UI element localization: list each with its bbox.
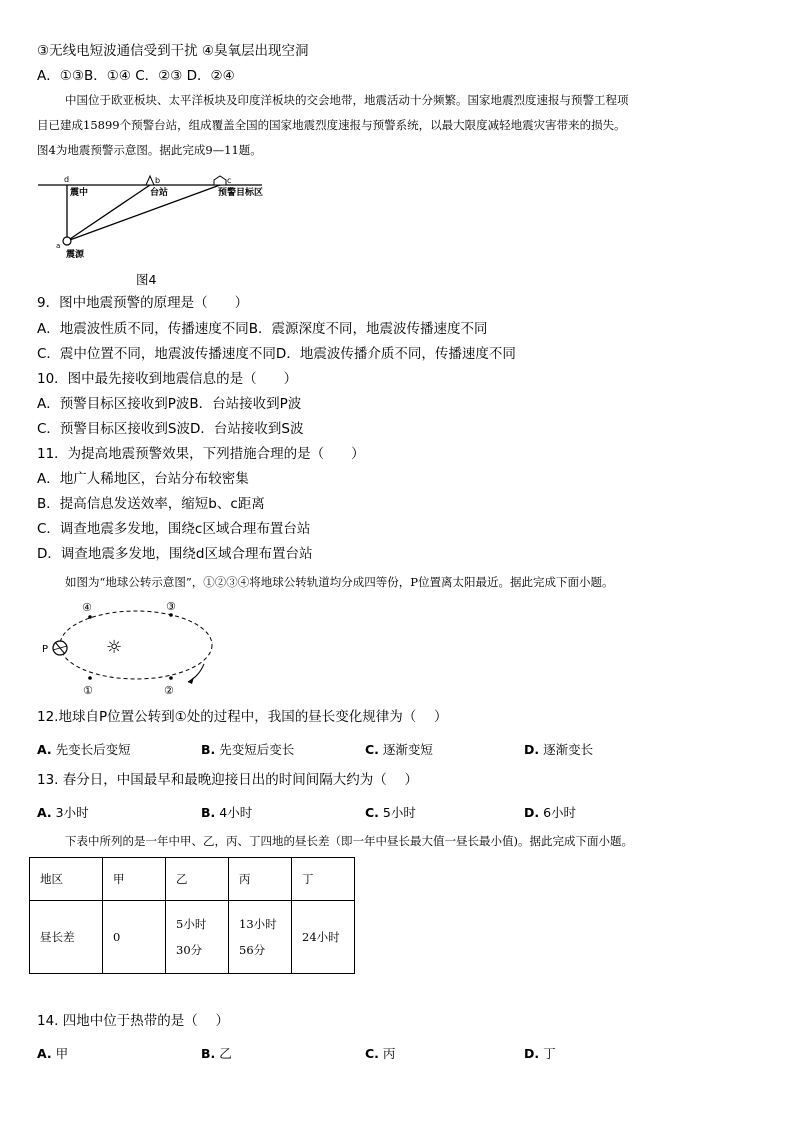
table-header-cell: 丁 [292,858,355,901]
q11-option-d: D．调查地震多发地，围绕d区域合理布置台站 [37,546,313,562]
q13-option-c-letter: C. [365,805,379,820]
earth-orbit-diagram [38,598,218,698]
label-point-2: ② [164,684,174,697]
q9-stem: 9．图中地震预警的原理是（ ） [37,295,249,311]
label-point-3: ③ [166,600,176,613]
table-intro [37,829,761,854]
label-target-area: 预警目标区 [218,188,264,198]
station-icon [146,176,154,185]
table-cell-ding: 24小时 [292,901,355,974]
table-row [30,901,355,974]
q12-option-c-letter: C. [365,742,379,757]
table-cell-yi-hours: 5小时 [176,917,207,931]
q14-option-a-letter: A. [37,1046,52,1061]
q13-option-d [524,803,576,821]
q14-option-c-letter: C. [365,1046,379,1061]
q13-stem: 13. 春分日，中国最早和最晚迎接日出的时间间隔大约为（ ） [37,772,419,788]
orbit-point-1 [88,676,92,680]
q12-option-b [201,740,294,758]
figure-caption: 图4 [136,272,157,287]
q12-option-c [365,740,433,758]
q13-option-a [37,803,89,821]
q11-option-b: B．提高信息发送效率，缩短b、c距离 [37,496,265,512]
answer-options-line: A．①③B．①④ C．②③ D．②④ [37,68,235,84]
q11-option-c: C．调查地震多发地，围绕c区域合理布置台站 [37,521,311,537]
q11-stem: 11．为提高地震预警效果，下列措施合理的是（ ） [37,446,365,462]
label-point-1: ① [83,684,93,697]
target-area-icon [214,176,226,185]
q12-option-d [524,740,593,758]
q12-option-a-letter: A. [37,742,52,757]
q12-stem: 12.地球自P位置公转到①处的过程中，我国的昼长变化规律为（ ） [37,709,448,725]
label-epicenter: 震中 [70,188,89,198]
quake-intro-line-2: 目已建成15899个预警台站，组成覆盖全国的国家地震烈度速报与预警系统，以最大限度减轻地震灾害带来的损失。 [37,118,626,132]
q12-option-a [37,740,131,758]
label-c: c [227,176,232,185]
orbit-point-4 [88,615,92,619]
quake-intro-line-1: 中国位于欧亚板块、太平洋板块及印度洋板块的交会地带，地震活动十分频繁。国家地震烈度速报与预警工程项 [65,93,629,107]
q13-option-a-text: 3小时 [55,805,89,820]
q14-option-d-text: 丁 [543,1046,556,1061]
q12-option-d-letter: D. [524,742,540,757]
orbit-ellipse [60,611,212,679]
q13-option-b [201,803,252,821]
hypocenter-icon [63,237,71,245]
table-cell-label: 昼长差 [30,901,103,974]
sun-icon: ☼ [106,637,123,658]
items-line: ③无线电短波通信受到干扰 ④臭氧层出现空洞 [37,43,309,59]
q12-option-b-text: 先变短后变长 [219,742,295,757]
q12-option-d-text: 逐渐变长 [543,742,594,757]
q14-stem: 14. 四地中位于热带的是（ ） [37,1013,230,1029]
arrow-head-icon [188,677,194,684]
q10-option-cd: C．预警目标区接收到S波D．台站接收到S波 [37,421,304,437]
table-header-row [30,858,355,901]
q9-option-ab: A．地震波性质不同，传播速度不同B．震源深度不同，地震波传播速度不同 [37,321,488,337]
table-header-cell: 丙 [229,858,292,901]
q13-option-c [365,803,416,821]
table-cell-bing [229,901,292,974]
label-b: b [155,176,161,185]
q14-option-b [201,1044,232,1062]
label-point-4: ④ [82,601,92,614]
q10-stem: 10．图中最先接收到地震信息的是（ ） [37,371,298,387]
q13-option-d-letter: D. [524,805,540,820]
quake-intro [37,88,761,163]
label-d: d [64,175,70,184]
orbit-point-2 [169,676,173,680]
q14-option-a-text: 甲 [55,1046,69,1061]
q11-option-a: A．地广人稀地区，台站分布较密集 [37,471,249,487]
table-intro-text: 下表中所列的是一年中甲、乙，丙、丁四地的昼长差（即一年中昼长最大值一昼长最小值)。据此完成下面小题。 [65,834,633,848]
table-header-cell: 地区 [30,858,103,901]
q9-option-cd: C．震中位置不同，地震波传播速度不同D．地震波传播介质不同，传播速度不同 [37,346,516,362]
label-station: 台站 [150,188,169,198]
q14-option-b-letter: B. [201,1046,216,1061]
orbit-point-3 [169,613,173,617]
table-cell-jia: 0 [103,901,166,974]
label-source: 震源 [66,250,85,260]
q12-option-c-text: 逐渐变短 [382,742,433,757]
table-cell-yi-minutes: 30分 [176,943,203,957]
q13-option-a-letter: A. [37,805,52,820]
table-header-cell: 甲 [103,858,166,901]
q13-option-b-text: 4小时 [219,805,253,820]
q14-option-c [365,1044,395,1062]
q14-option-a [37,1044,68,1062]
ray-a-c [67,185,220,241]
q14-option-d [524,1044,556,1062]
quake-warning-diagram [30,168,270,263]
q13-option-c-text: 5小时 [382,805,416,820]
orbit-direction-arrow [188,664,204,682]
label-point-p: P [42,644,49,655]
orbit-intro-text: 如图为“地球公转示意图”，①②③④将地球公转轨道均分成四等份，P位置离太阳最近。据此完成下面小题。 [65,575,614,589]
q13-option-d-text: 6小时 [543,805,577,820]
q10-option-ab: A．预警目标区接收到P波B．台站接收到P波 [37,396,302,412]
q14-option-c-text: 丙 [382,1046,396,1061]
label-a: a [56,242,61,250]
table-cell-yi [166,901,229,974]
table-cell-bing-hours: 13小时 [239,917,277,931]
day-length-table [29,857,355,974]
table-header-cell: 乙 [166,858,229,901]
quake-intro-line-3: 图4为地震预警示意图。据此完成9—11题。 [37,143,262,157]
table-cell-bing-minutes: 56分 [239,943,266,957]
orbit-intro [37,570,761,595]
q13-option-b-letter: B. [201,805,216,820]
q12-option-a-text: 先变长后变短 [55,742,131,757]
q12-option-b-letter: B. [201,742,216,757]
q14-option-d-letter: D. [524,1046,540,1061]
q14-option-b-text: 乙 [219,1046,232,1061]
